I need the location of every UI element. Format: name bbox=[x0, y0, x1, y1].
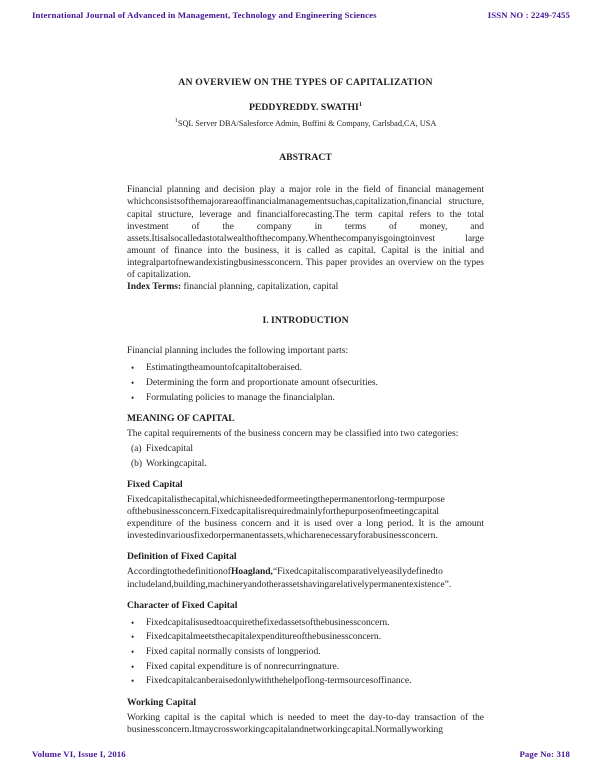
bullet-text: Fixed capital normally consists of longperiod. bbox=[146, 647, 321, 658]
list-item bbox=[127, 362, 484, 374]
definition-fixed-capital-text bbox=[127, 566, 484, 590]
introduction-lead: Financial planning includes the following important parts: bbox=[127, 346, 349, 357]
bullet-text: Formulating policies to manage the financialplan. bbox=[146, 392, 335, 403]
abstract-text: Financial planning and decision play a major role in the field of financial management whichconsistsofthemajorareaoffinancialmanagementsuchas,capitalization,financial structure, capital structure, leverage and financialforecasting.The term capital refers to the total investment of the company in terms of money, and assets.Itisalsocalledastotalwealthofthecompany.Whenthecompanyisgoingtoinvest large amount of finance into the business, it is called as capital. Capital is the initial and integralpartofnewandexistingbusinessconcern. This paper provides an overview on the types of capitalization. bbox=[127, 185, 484, 281]
bullet-icon: • bbox=[131, 392, 135, 403]
affiliation-superscript: 1 bbox=[174, 117, 178, 125]
issn-number: ISSN NO : 2249-7455 bbox=[487, 10, 570, 20]
meaning-of-capital-heading: MEANING OF CAPITAL bbox=[127, 412, 235, 424]
bullet-text: Determining the form and proportionate amount ofsecurities. bbox=[146, 378, 378, 389]
bullet-text: Estimatingtheamountofcapitaltoberaised. bbox=[146, 363, 302, 374]
fixed-capital-text: Fixedcapitalisthecapital,whichisneededformeetingthepermanentorlong-termpurpose ofthebusinessconcern.Fixedcapitalisrequiredmainlyforthepurposeofmeetingcapital expenditure of the business concern and it is used over a long period. It is the amount investedinvariousfixedorpermanentassets,whicharenecessaryforabusinessconcern. bbox=[127, 494, 484, 542]
character-bullet-list bbox=[127, 617, 484, 688]
journal-title: International Journal of Advanced in Management, Technology and Engineering Sciences bbox=[32, 10, 377, 20]
bullet-icon: • bbox=[131, 676, 135, 687]
article-title: AN OVERVIEW ON THE TYPES OF CAPITALIZATION bbox=[178, 77, 433, 88]
definition-text-start: Accordingtothedefinitionof bbox=[127, 567, 231, 578]
index-terms-label: Index Terms: bbox=[127, 282, 182, 293]
introduction-heading: I. INTRODUCTION bbox=[262, 315, 349, 327]
list-item-text: Fixedcapital bbox=[146, 444, 193, 455]
bullet-icon: • bbox=[131, 378, 135, 389]
bullet-text: Fixedcapitalisusedtoacquirethefixedassetsofthebusinessconcern. bbox=[146, 617, 390, 628]
list-item bbox=[127, 661, 484, 673]
list-item bbox=[127, 675, 484, 687]
author-affiliation bbox=[127, 115, 484, 130]
abstract-heading: ABSTRACT bbox=[279, 152, 332, 164]
page-number: Page No: 318 bbox=[519, 749, 570, 759]
definition-text-quote: “Fixedcapitaliscomparativelyeasilydefinedto includeland,building,machineryandotherassetshavingarelativelypermanentexistence”. bbox=[127, 567, 452, 590]
author-name: PEDDYREDDY. SWATHI bbox=[249, 102, 359, 114]
volume-issue-info: Volume VI, Issue I, 2016 bbox=[32, 749, 126, 759]
list-item bbox=[127, 617, 484, 629]
definition-source-name: Hoagland, bbox=[230, 567, 273, 578]
working-capital-text: Working capital is the capital which is needed to meet the day-to-day transaction of the businessconcern.Itmaycrossworkingcapitalandnetworkingcapital.Normallyworking bbox=[127, 712, 484, 735]
list-item bbox=[127, 646, 484, 658]
definition-fixed-capital-heading: Definition of Fixed Capital bbox=[127, 551, 237, 563]
index-terms-text: financial planning, capitalization, capital bbox=[183, 282, 339, 293]
bullet-icon: • bbox=[131, 363, 135, 374]
fixed-capital-heading: Fixed Capital bbox=[127, 478, 183, 490]
author-line bbox=[127, 99, 484, 114]
bullet-text: Fixedcapitalcanberaisedonlywiththehelpoflong-termsourcesoffinance. bbox=[146, 676, 412, 687]
page-footer bbox=[32, 749, 570, 759]
working-capital-heading: Working Capital bbox=[127, 696, 197, 708]
author-superscript: 1 bbox=[358, 101, 362, 109]
bullet-icon: • bbox=[131, 617, 135, 628]
article-body bbox=[127, 0, 484, 736]
list-item-label: (b) bbox=[131, 458, 143, 469]
bullet-icon: • bbox=[131, 632, 135, 643]
bullet-icon: • bbox=[131, 661, 135, 672]
list-item bbox=[127, 443, 484, 455]
list-item bbox=[127, 392, 484, 404]
list-item bbox=[127, 631, 484, 643]
list-item bbox=[127, 377, 484, 389]
list-item-label: (a) bbox=[131, 444, 142, 455]
capital-categories-list bbox=[127, 443, 484, 470]
bullet-text: Fixedcapitalmeetsthecapitalexpenditureofthebusinessconcern. bbox=[146, 632, 382, 643]
introduction-bullet-list bbox=[127, 362, 484, 403]
list-item-text: Workingcapital. bbox=[146, 458, 207, 469]
bullet-text: Fixed capital expenditure is of nonrecurringnature. bbox=[146, 661, 340, 672]
character-fixed-capital-heading: Character of Fixed Capital bbox=[127, 599, 238, 611]
index-terms-line bbox=[127, 281, 484, 293]
meaning-lead: The capital requirements of the business concern may be classified into two categories: bbox=[127, 428, 459, 439]
bullet-icon: • bbox=[131, 647, 135, 658]
list-item bbox=[127, 458, 484, 470]
affiliation-text: SQL Server DBA/Salesforce Admin, Buffini & Company, Carlsbad,CA, USA bbox=[177, 119, 437, 129]
